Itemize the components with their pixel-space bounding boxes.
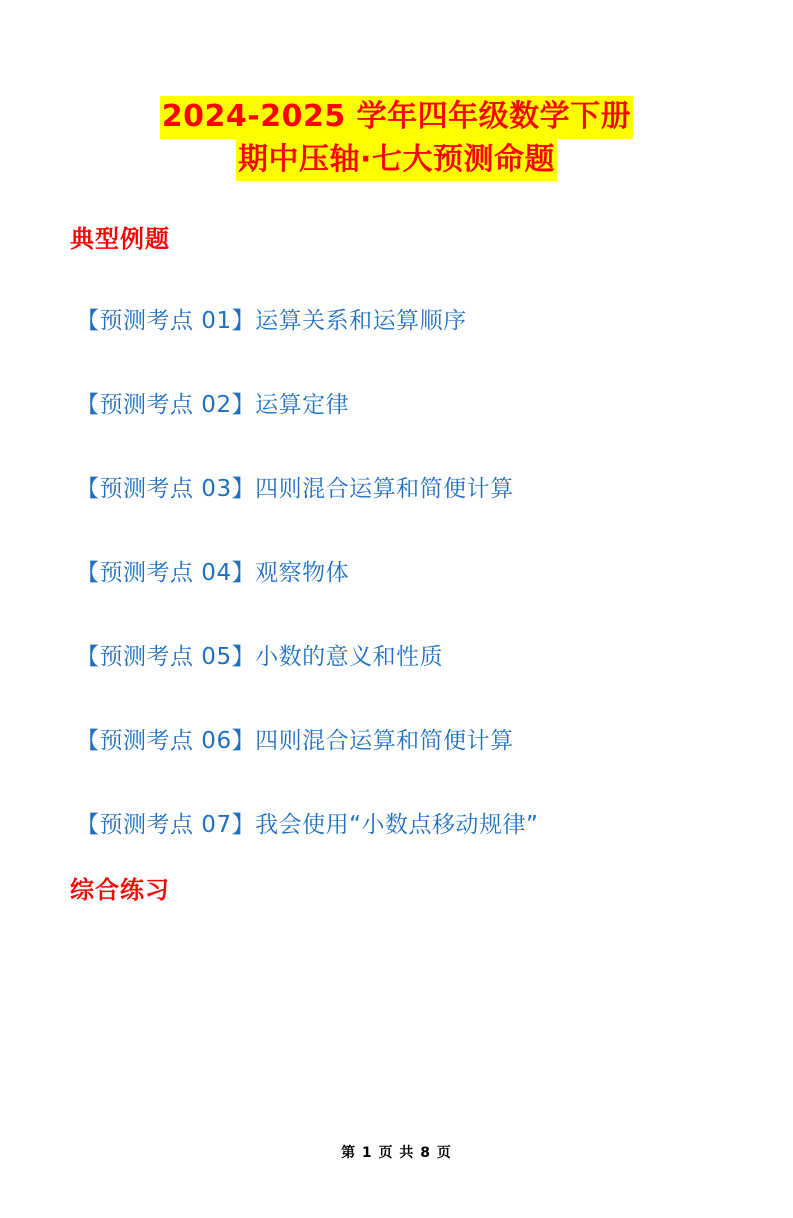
list-item: 【预测考点 07】我会使用“小数点移动规律” (76, 812, 539, 839)
page-footer: 第 1 页 共 8 页 (341, 1145, 452, 1161)
document-title (60, 96, 733, 181)
document-page (0, 96, 793, 1218)
list-item: 【预测考点 01】运算关系和运算顺序 (76, 308, 467, 335)
list-item: 【预测考点 06】四则混合运算和简便计算 (76, 728, 514, 755)
prediction-points-list (60, 280, 733, 868)
title-line-2: 期中压轴·七大预测命题 (236, 139, 557, 182)
list-item: 【预测考点 05】小数的意义和性质 (76, 644, 444, 671)
list-item: 【预测考点 04】观察物体 (76, 560, 350, 587)
section-heading-examples: 典型例题 (70, 225, 170, 254)
list-item: 【预测考点 03】四则混合运算和简便计算 (76, 476, 514, 503)
title-line-1: 2024-2025 学年四年级数学下册 (160, 96, 633, 139)
list-item: 【预测考点 02】运算定律 (76, 392, 350, 419)
section-heading-practice: 综合练习 (70, 876, 170, 905)
